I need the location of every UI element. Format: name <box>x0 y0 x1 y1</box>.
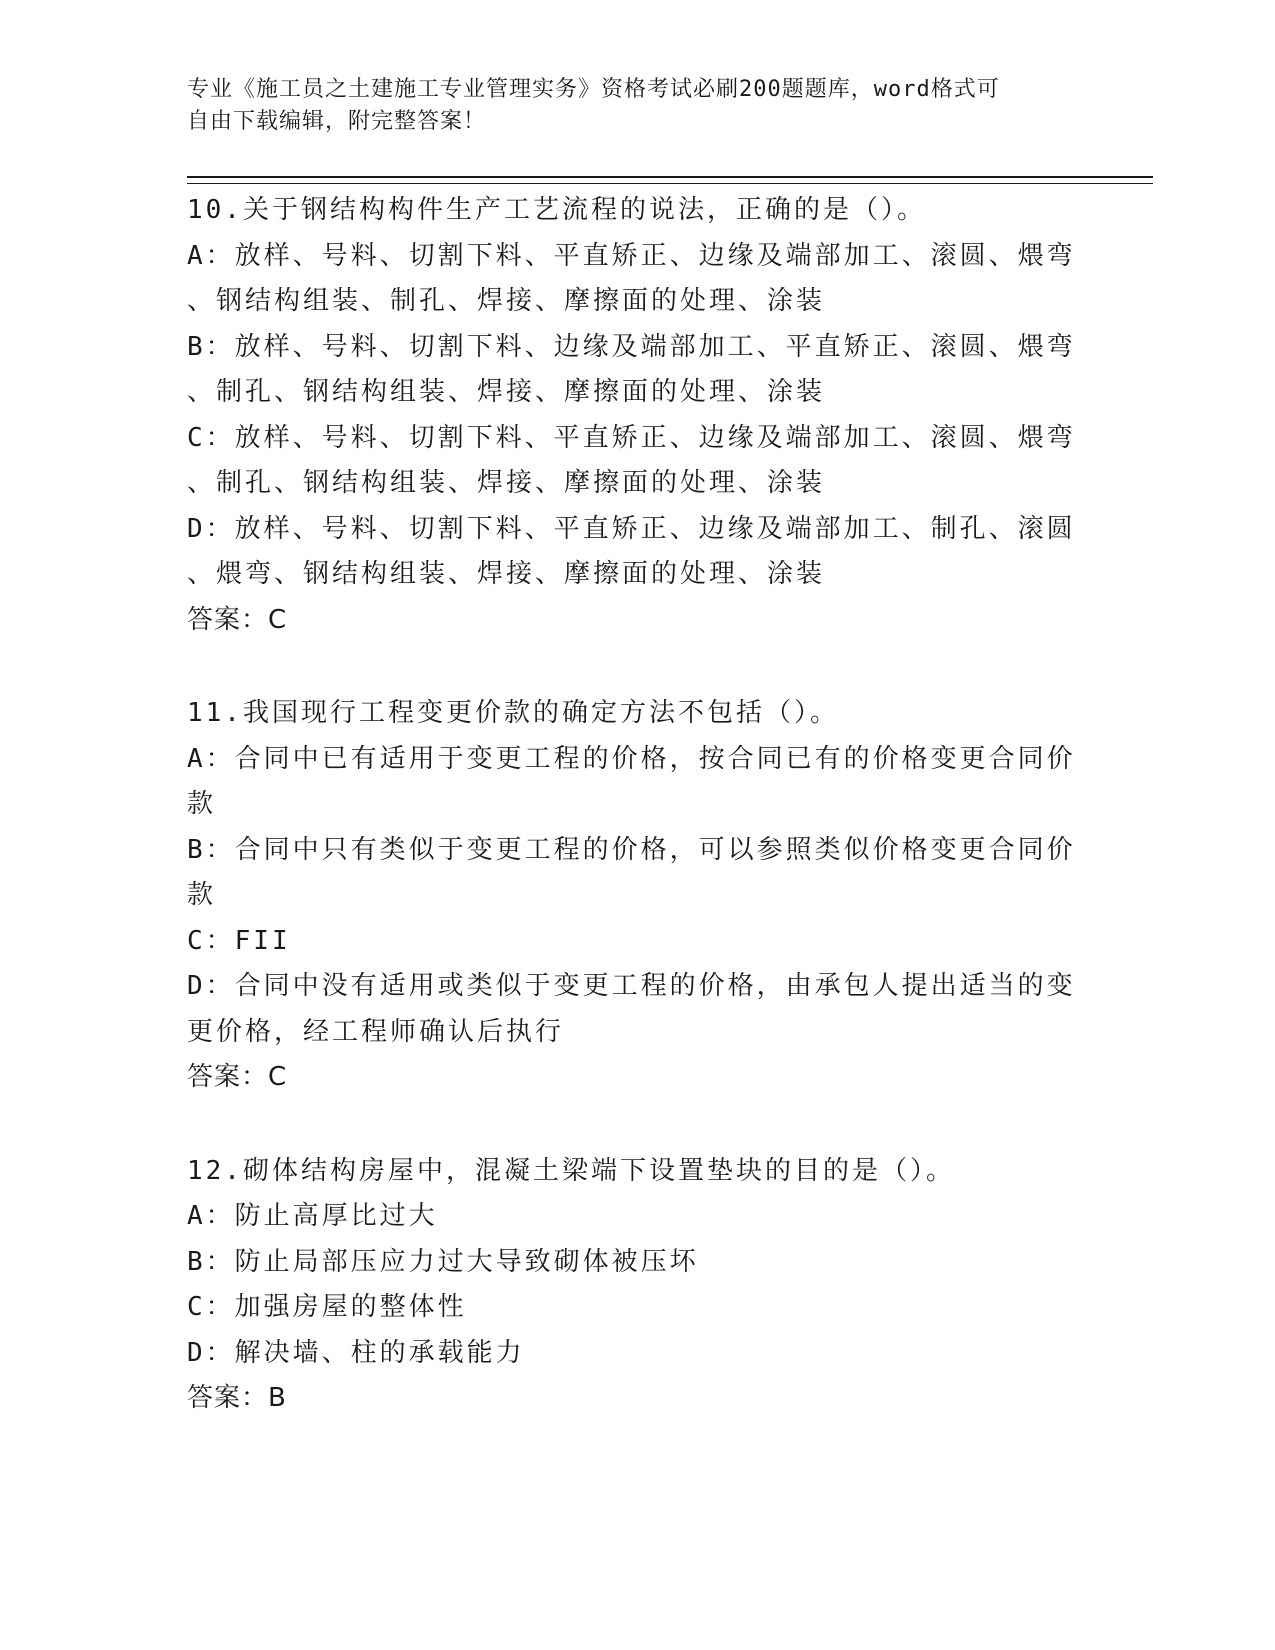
question-11-option-b-cont: 款 <box>187 880 217 910</box>
question-10-option-b-cont: 、制孔、钢结构组装、焊接、摩擦面的处理、涂装 <box>187 377 826 407</box>
question-10 <box>187 188 1087 643</box>
question-11-answer: 答案：C <box>187 1062 288 1092</box>
question-12 <box>187 1149 1087 1422</box>
question-11-option-a: A：合同中已有适用于变更工程的价格，按合同已有的价格变更合同价 <box>187 743 1076 774</box>
question-11-option-c: C：FII <box>187 925 291 956</box>
question-11-option-b: B：合同中只有类似于变更工程的价格，可以参照类似价格变更合同价 <box>187 834 1076 865</box>
question-10-answer: 答案：C <box>187 604 288 635</box>
document-header <box>187 74 1067 138</box>
header-line-2: 自由下载编辑，附完整答案！ <box>187 109 487 134</box>
question-11-option-d-cont: 更价格，经工程师确认后执行 <box>187 1016 565 1047</box>
question-11-stem: 11.我国现行工程变更价款的确定方法不包括（）。 <box>187 698 839 728</box>
question-10-option-c-cont: 、制孔、钢结构组装、焊接、摩擦面的处理、涂装 <box>187 468 826 498</box>
question-12-option-c: C：加强房屋的整体性 <box>187 1292 467 1322</box>
question-10-option-d-cont: 、煨弯、钢结构组装、焊接、摩擦面的处理、涂装 <box>187 559 826 589</box>
question-10-option-d: D：放样、号料、切割下料、平直矫正、边缘及端部加工、制孔、滚圆 <box>187 513 1076 544</box>
question-10-option-b: B：放样、号料、切割下料、边缘及端部加工、平直矫正、滚圆、煨弯 <box>187 331 1076 362</box>
question-12-stem: 12.砌体结构房屋中，混凝土梁端下设置垫块的目的是（）。 <box>187 1155 955 1186</box>
header-line-1: 专业《施工员之土建施工专业管理实务》资格考试必刷200题题库，word格式可 <box>187 77 1000 102</box>
question-12-option-d: D：解决墙、柱的承载能力 <box>187 1337 525 1368</box>
question-12-answer: 答案：B <box>187 1383 287 1413</box>
question-11-option-a-cont: 款 <box>187 789 217 819</box>
question-10-stem: 10.关于钢结构构件生产工艺流程的说法，正确的是（）。 <box>187 195 926 225</box>
question-list <box>187 188 1087 1470</box>
header-divider-thin <box>187 183 1153 184</box>
question-10-option-a-cont: 、钢结构组装、制孔、焊接、摩擦面的处理、涂装 <box>187 286 826 316</box>
question-10-option-a: A：放样、号料、切割下料、平直矫正、边缘及端部加工、滚圆、煨弯 <box>187 240 1076 271</box>
header-divider-thick <box>187 176 1153 178</box>
question-12-option-a: A：防止高厚比过大 <box>187 1201 438 1231</box>
question-11-option-d: D：合同中没有适用或类似于变更工程的价格，由承包人提出适当的变 <box>187 971 1076 1001</box>
question-11 <box>187 691 1087 1101</box>
question-10-option-c: C：放样、号料、切割下料、平直矫正、边缘及端部加工、滚圆、煨弯 <box>187 422 1076 453</box>
question-12-option-b: B：防止局部压应力过大导致砌体被压坏 <box>187 1246 699 1277</box>
